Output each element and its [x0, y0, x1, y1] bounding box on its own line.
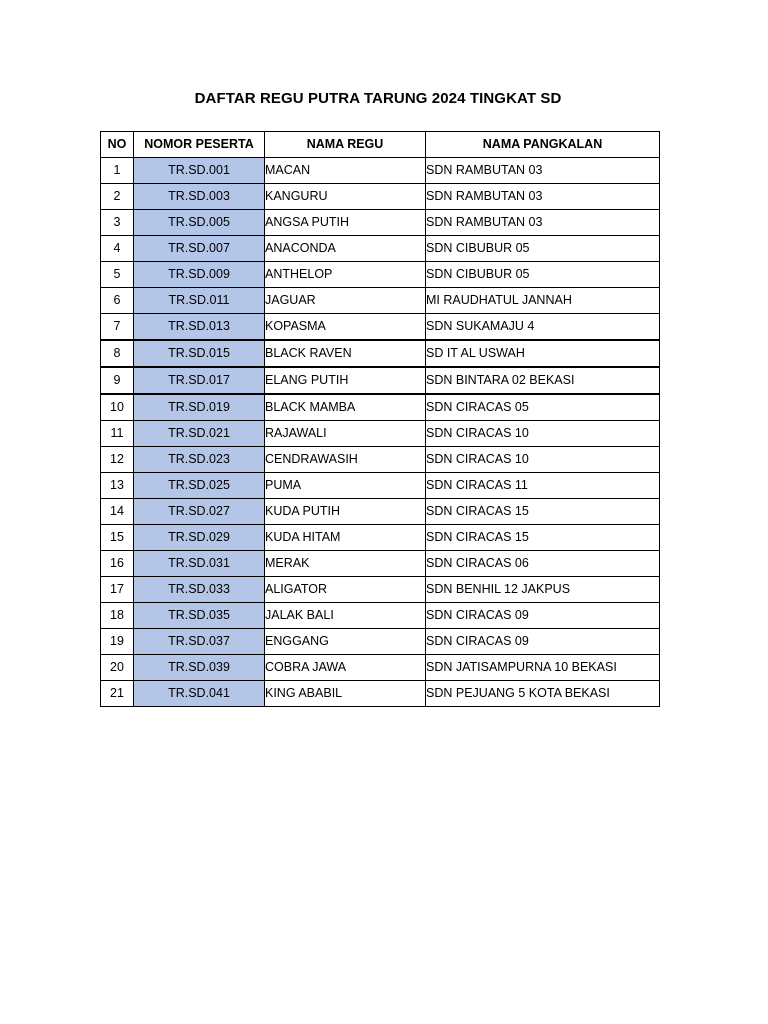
row-number-cell: 2: [101, 184, 134, 210]
row-number-cell: 11: [101, 421, 134, 447]
participant-number-cell: TR.SD.011: [134, 288, 265, 314]
participant-number-cell: TR.SD.041: [134, 681, 265, 707]
column-header-nomor-peserta: NOMOR PESERTA: [134, 132, 265, 158]
base-name-cell: SD IT AL USWAH: [426, 340, 660, 367]
column-header-nama-pangkalan: NAMA PANGKALAN: [426, 132, 660, 158]
row-number-cell: 19: [101, 629, 134, 655]
row-number-cell: 17: [101, 577, 134, 603]
table-row: [101, 655, 660, 681]
table-body: [101, 158, 660, 707]
table-row: [101, 210, 660, 236]
base-name-cell: SDN CIRACAS 15: [426, 525, 660, 551]
team-name-cell: KANGURU: [265, 184, 426, 210]
base-name-cell: SDN RAMBUTAN 03: [426, 184, 660, 210]
participant-number-cell: TR.SD.033: [134, 577, 265, 603]
row-number-cell: 20: [101, 655, 134, 681]
participant-number-cell: TR.SD.039: [134, 655, 265, 681]
row-number-cell: 9: [101, 367, 134, 394]
table-row: [101, 447, 660, 473]
participant-number-cell: TR.SD.031: [134, 551, 265, 577]
team-name-cell: KING ABABIL: [265, 681, 426, 707]
participant-number-cell: TR.SD.025: [134, 473, 265, 499]
base-name-cell: SDN JATISAMPURNA 10 BEKASI: [426, 655, 660, 681]
row-number-cell: 15: [101, 525, 134, 551]
participant-number-cell: TR.SD.019: [134, 394, 265, 421]
table-row: [101, 340, 660, 367]
base-name-cell: SDN CIRACAS 09: [426, 603, 660, 629]
table-row: [101, 158, 660, 184]
table-row: [101, 288, 660, 314]
base-name-cell: SDN CIRACAS 10: [426, 421, 660, 447]
table-row: [101, 262, 660, 288]
participant-number-cell: TR.SD.027: [134, 499, 265, 525]
table-row: [101, 367, 660, 394]
base-name-cell: SDN BINTARA 02 BEKASI: [426, 367, 660, 394]
table-row: [101, 394, 660, 421]
base-name-cell: SDN CIRACAS 05: [426, 394, 660, 421]
base-name-cell: SDN CIBUBUR 05: [426, 262, 660, 288]
participant-number-cell: TR.SD.023: [134, 447, 265, 473]
row-number-cell: 8: [101, 340, 134, 367]
participant-number-cell: TR.SD.001: [134, 158, 265, 184]
row-number-cell: 1: [101, 158, 134, 184]
row-number-cell: 12: [101, 447, 134, 473]
team-name-cell: COBRA JAWA: [265, 655, 426, 681]
team-name-cell: MACAN: [265, 158, 426, 184]
team-name-cell: BLACK RAVEN: [265, 340, 426, 367]
team-name-cell: KUDA HITAM: [265, 525, 426, 551]
participant-number-cell: TR.SD.013: [134, 314, 265, 341]
table-row: [101, 603, 660, 629]
participant-number-cell: TR.SD.017: [134, 367, 265, 394]
table-row: [101, 236, 660, 262]
team-name-cell: KUDA PUTIH: [265, 499, 426, 525]
table-row: [101, 577, 660, 603]
team-roster-table: [100, 131, 660, 707]
participant-number-cell: TR.SD.007: [134, 236, 265, 262]
base-name-cell: SDN CIRACAS 06: [426, 551, 660, 577]
team-name-cell: ANGSA PUTIH: [265, 210, 426, 236]
row-number-cell: 16: [101, 551, 134, 577]
team-name-cell: PUMA: [265, 473, 426, 499]
team-name-cell: ALIGATOR: [265, 577, 426, 603]
team-name-cell: BLACK MAMBA: [265, 394, 426, 421]
team-name-cell: ENGGANG: [265, 629, 426, 655]
base-name-cell: SDN CIRACAS 10: [426, 447, 660, 473]
team-name-cell: ANTHELOP: [265, 262, 426, 288]
base-name-cell: MI RAUDHATUL JANNAH: [426, 288, 660, 314]
base-name-cell: SDN CIRACAS 11: [426, 473, 660, 499]
base-name-cell: SDN CIRACAS 09: [426, 629, 660, 655]
base-name-cell: SDN CIRACAS 15: [426, 499, 660, 525]
base-name-cell: SDN RAMBUTAN 03: [426, 158, 660, 184]
participant-number-cell: TR.SD.029: [134, 525, 265, 551]
row-number-cell: 6: [101, 288, 134, 314]
table-row: [101, 681, 660, 707]
table-row: [101, 551, 660, 577]
row-number-cell: 10: [101, 394, 134, 421]
document-title: DAFTAR REGU PUTRA TARUNG 2024 TINGKAT SD: [194, 90, 562, 107]
row-number-cell: 7: [101, 314, 134, 341]
column-header-nama-regu: NAMA REGU: [265, 132, 426, 158]
row-number-cell: 4: [101, 236, 134, 262]
table-row: [101, 629, 660, 655]
row-number-cell: 18: [101, 603, 134, 629]
team-name-cell: JALAK BALI: [265, 603, 426, 629]
table-row: [101, 499, 660, 525]
row-number-cell: 21: [101, 681, 134, 707]
team-name-cell: CENDRAWASIH: [265, 447, 426, 473]
row-number-cell: 3: [101, 210, 134, 236]
base-name-cell: SDN RAMBUTAN 03: [426, 210, 660, 236]
table-row: [101, 473, 660, 499]
column-header-no: NO: [101, 132, 134, 158]
participant-number-cell: TR.SD.015: [134, 340, 265, 367]
table-row: [101, 421, 660, 447]
row-number-cell: 14: [101, 499, 134, 525]
team-name-cell: ANACONDA: [265, 236, 426, 262]
participant-number-cell: TR.SD.021: [134, 421, 265, 447]
participant-number-cell: TR.SD.005: [134, 210, 265, 236]
participant-number-cell: TR.SD.003: [134, 184, 265, 210]
participant-number-cell: TR.SD.009: [134, 262, 265, 288]
base-name-cell: SDN SUKAMAJU 4: [426, 314, 660, 341]
base-name-cell: SDN PEJUANG 5 KOTA BEKASI: [426, 681, 660, 707]
team-name-cell: JAGUAR: [265, 288, 426, 314]
participant-number-cell: TR.SD.035: [134, 603, 265, 629]
row-number-cell: 5: [101, 262, 134, 288]
team-name-cell: ELANG PUTIH: [265, 367, 426, 394]
participant-number-cell: TR.SD.037: [134, 629, 265, 655]
base-name-cell: SDN CIBUBUR 05: [426, 236, 660, 262]
table-row: [101, 314, 660, 341]
table-header-row: [101, 132, 660, 158]
team-name-cell: MERAK: [265, 551, 426, 577]
base-name-cell: SDN BENHIL 12 JAKPUS: [426, 577, 660, 603]
table-row: [101, 525, 660, 551]
team-name-cell: KOPASMA: [265, 314, 426, 341]
table-row: [101, 184, 660, 210]
row-number-cell: 13: [101, 473, 134, 499]
team-name-cell: RAJAWALI: [265, 421, 426, 447]
